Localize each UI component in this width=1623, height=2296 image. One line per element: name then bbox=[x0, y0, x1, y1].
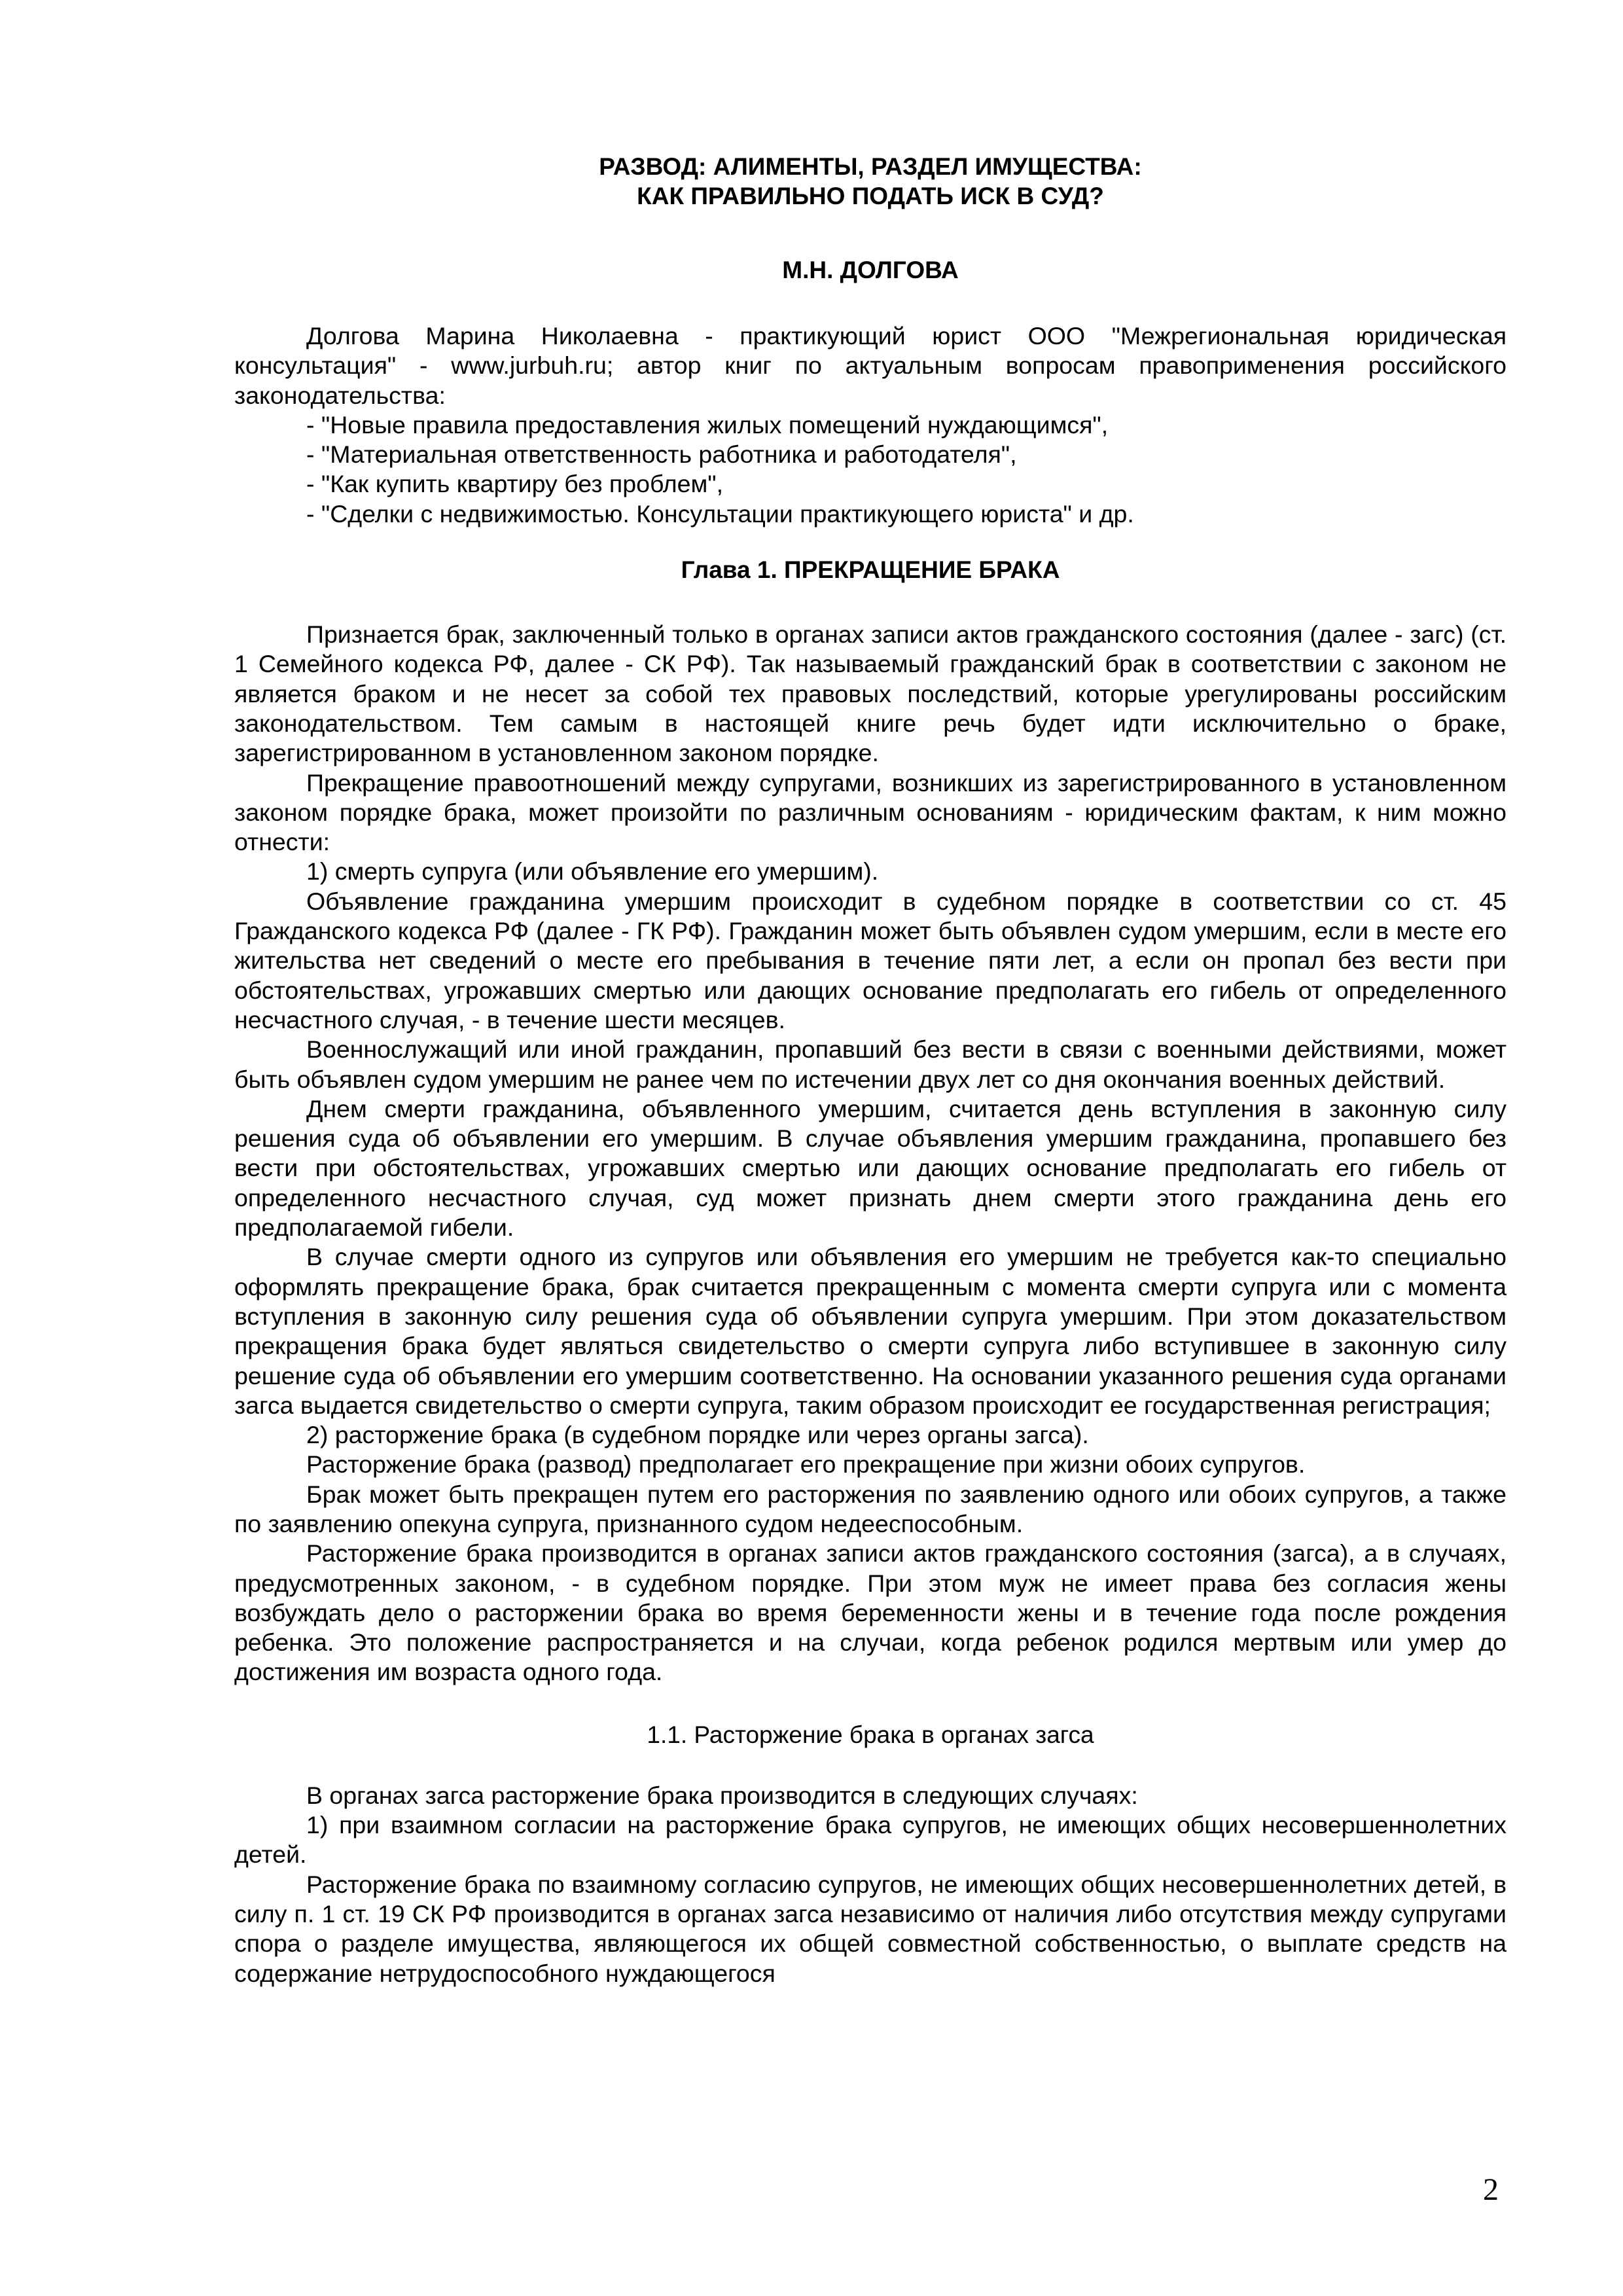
chapter-heading: Глава 1. ПРЕКРАЩЕНИЕ БРАКА bbox=[681, 556, 1060, 584]
paragraph: Расторжение брака по взаимному согласию супругов, не имеющих общих несовершеннолетних детей, в силу п. 1 ст. 19 СК РФ производится в органах загса независимо от наличия либо отсутствия между супругами спора о разделе имущества, являющегося их общей совместной собственностью, о выплате средств на содержание нетрудоспособного нуждающегося bbox=[234, 1870, 1507, 1987]
paragraph: Военнослужащий или иной гражданин, пропавший без вести в связи с военными действиями, может быть объявлен судом умершим не ранее чем по истечении двух лет со дня окончания военных действий. bbox=[234, 1035, 1507, 1093]
books-list bbox=[234, 410, 1507, 529]
title-line-2: КАК ПРАВИЛЬНО ПОДАТЬ ИСК В СУД? bbox=[637, 183, 1104, 209]
book-item: - "Новые правила предоставления жилых помещений нуждающимся", bbox=[306, 410, 1109, 439]
paragraph: Расторжение брака (развод) предполагает его прекращение при жизни обоих супругов. bbox=[306, 1450, 1306, 1479]
subsection-body bbox=[234, 1781, 1507, 1988]
book-item: - "Материальная ответственность работника и работодателя", bbox=[306, 440, 1017, 469]
paragraph: Признается брак, заключенный только в органах записи актов гражданского состояния (далее - загс) (ст. 1 Семейного кодекса РФ, далее - СК РФ). Так называемый гражданский брак в соответствии с законом не является браком и не несет за собой тех правовых последствий, которые урегулированы российским законодательством. Тем самым в настоящей книге речь будет идти исключительно о браке, зарегистрированном в установленном законом порядке. bbox=[234, 620, 1507, 767]
paragraph: В случае смерти одного из супругов или объявления его умершим не требуется как-то специально оформлять прекращение брака, брак считается прекращенным с момента смерти супруга или с момента вступления в законную силу решения суда об объявлении супруга умершим. При этом доказательством прекращения брака будет являться свидетельство о смерти супруга либо вступившее в законную силу решение суда об объявлении его умершим соответственно. На основании указанного решения суда органами загса выдается свидетельство о смерти супруга, таким образом происходит ее государственная регистрация; bbox=[234, 1243, 1507, 1419]
author-bio: Долгова Марина Николаевна - практикующий юрист ООО "Межрегиональная юридическая консультация" - www.jurbuh.ru; автор книг по актуальным вопросам правоприменения российского законодательства: bbox=[234, 322, 1507, 409]
document-page bbox=[234, 152, 1507, 1988]
paragraph: 1) смерть супруга (или объявление его умершим). bbox=[306, 857, 879, 886]
paragraph: В органах загса расторжение брака производится в следующих случаях: bbox=[306, 1781, 1138, 1809]
book-item: - "Как купить квартиру без проблем", bbox=[306, 470, 723, 498]
paragraph: Объявление гражданина умершим происходит в судебном порядке в соответствии со ст. 45 Гражданского кодекса РФ (далее - ГК РФ). Гражданин может быть объявлен судом умершим, если в месте его жительства нет сведений о месте его пребывания в течение пяти лет, а если он пропал без вести при обстоятельствах, угрожавших смертью или дающих основание предполагать его гибель от определенного несчастного случая, - в течение шести месяцев. bbox=[234, 887, 1507, 1033]
paragraph: Расторжение брака производится в органах записи актов гражданского состояния (загса), а в случаях, предусмотренных законом, - в судебном порядке. При этом муж не имеет права без согласия жены возбуждать дело о расторжении брака во время беременности жены и в течение года после рождения ребенка. Это положение распространяется и на случаи, когда ребенок родился мертвым или умер до достижения им возраста одного года. bbox=[234, 1539, 1507, 1686]
paragraph: 1) при взаимном согласии на расторжение брака супругов, не имеющих общих несовершеннолетних детей. bbox=[234, 1811, 1507, 1869]
page-number: 2 bbox=[1483, 2172, 1499, 2207]
title-line-1: РАЗВОД: АЛИМЕНТЫ, РАЗДЕЛ ИМУЩЕСТВА: bbox=[599, 153, 1142, 180]
paragraph: Днем смерти гражданина, объявленного умершим, считается день вступления в законную силу решения суда об объявлении его умершим. В случае объявления умершим гражданина, пропавшего без вести при обстоятельствах, угрожавших смертью или дающих основание предполагать его гибель от определенного несчастного случая, суд может признать днем смерти этого гражданина день его предполагаемой гибели. bbox=[234, 1094, 1507, 1242]
paragraph: Прекращение правоотношений между супругами, возникших из зарегистрированного в установленном законом порядке брака, может произойти по различным основаниям - юридическим фактам, к ним можно отнести: bbox=[234, 768, 1507, 856]
subsection-heading: 1.1. Расторжение брака в органах загса bbox=[647, 1721, 1094, 1748]
document-title bbox=[234, 152, 1507, 211]
paragraph: Брак может быть прекращен путем его расторжения по заявлению одного или обоих супругов, а также по заявлению опекуна супруга, признанного судом недееспособным. bbox=[234, 1480, 1507, 1537]
paragraph: 2) расторжение брака (в судебном порядке или через органы загса). bbox=[306, 1421, 1089, 1449]
chapter-body bbox=[234, 620, 1507, 1687]
author-name: М.Н. ДОЛГОВА bbox=[782, 257, 959, 283]
book-item: - "Сделки с недвижимостью. Консультации практикующего юриста" и др. bbox=[306, 499, 1134, 528]
